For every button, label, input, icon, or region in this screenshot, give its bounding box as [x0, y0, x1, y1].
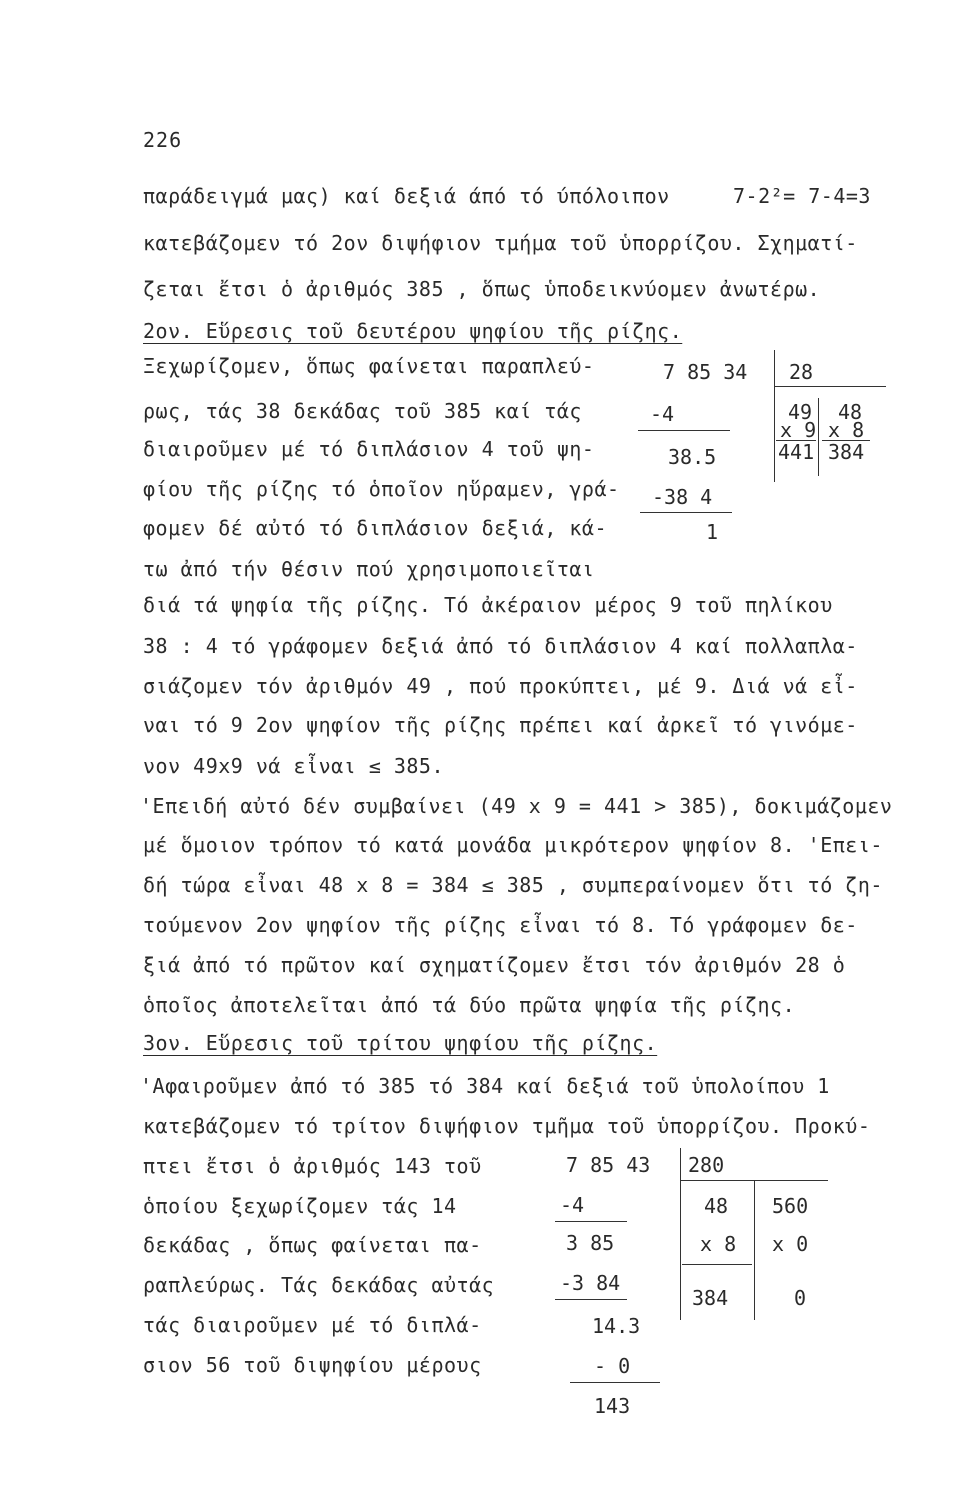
section-heading-second-digit: 2ον. Εὕρεσις τοῦ δευτέρου ψηφίου τῆς ρίζης.	[143, 319, 683, 343]
page-number: 226	[143, 128, 183, 152]
text-line: δή τώρα εἶναι 48 x 8 = 384 ≤ 385 , συμπεραίνομεν ὅτι τό ζη-	[143, 873, 883, 897]
text-line: διαιροῦμεν μέ τό διπλάσιον 4 τοῦ ψη-	[143, 437, 595, 461]
subtract-384: -3 84	[560, 1271, 621, 1295]
text-line: φίου τῆς ρίζης τό ὁποῖον ηὕραμεν, γρά-	[143, 477, 620, 501]
text-line: νον 49x9 νά εἶναι ≤ 385.	[143, 754, 444, 778]
remainder-1: 1	[706, 520, 719, 544]
text-line: ὁποῖος ἀποτελεῖται ἀπό τά δύο πρῶτα ψηφία τῆς ρίζης.	[143, 993, 796, 1017]
text-line: ὁποίου ξεχωρίζομεν τάς 14	[143, 1194, 457, 1218]
text-line: φομεν δέ αὐτό τό διπλάσιον δεξιά, κά-	[143, 516, 608, 540]
text-line: 38 : 4 τό γράφομεν δεξιά ἀπό τό διπλάσιον 4 καί πολλαπλα-	[143, 634, 858, 658]
remainder-final: 143	[594, 1394, 631, 1418]
text-line: τω ἀπό τήν θέσιν πού χρησιμοποιεῖται	[143, 557, 595, 581]
subtract-4: -4	[650, 402, 675, 426]
vertical-rule	[754, 1180, 755, 1320]
remainder-385: 38.5	[668, 445, 717, 469]
text-line: κατεβάζομεν τό τρίτον διψήφιον τμῆμα τοῦ ὑπορρίζου. Προκύ-	[143, 1114, 871, 1138]
rule	[638, 430, 730, 431]
times-8: x 8	[700, 1232, 737, 1256]
text-line: δεκάδας , ὅπως φαίνεται πα-	[143, 1233, 482, 1257]
product-384: 384	[692, 1286, 729, 1310]
rule	[555, 1221, 627, 1222]
text-line: μέ ὅμοιον τρόπον τό κατά μονάδα μικρότερον ψηφίον 8. 'Επει-	[143, 833, 883, 857]
trial-49: 49	[788, 400, 813, 424]
rule	[640, 512, 732, 513]
trial-560: 560	[772, 1194, 809, 1218]
text-line: παράδειγμά μας) καί δεξιά άπό τό ύπόλοιπον	[143, 184, 670, 208]
rule	[774, 386, 886, 387]
radicand: 7 85 43	[566, 1153, 651, 1177]
root-value: 280	[688, 1153, 725, 1177]
text-line: σιάζομεν τόν ἀριθμόν 49 , πού προκύπτει, μέ 9. Διά νά εἶ-	[143, 674, 858, 698]
trial-48: 48	[838, 400, 863, 424]
rule	[570, 1382, 660, 1383]
trial-48: 48	[704, 1194, 729, 1218]
text-line: ναι τό 9 2ον ψηφίον τῆς ρίζης πρέπει καί ἀρκεῖ τό γινόμε-	[143, 713, 858, 737]
vertical-rule	[680, 1148, 681, 1320]
text-line: Ξεχωρίζομεν, ὅπως φαίνεται παραπλεύ-	[143, 354, 595, 378]
radicand: 7 85 34	[663, 360, 748, 384]
product-441: 441	[778, 440, 815, 464]
text-line: 'Αφαιροῦμεν ἀπό τό 385 τό 384 καί δεξιά τοῦ ὑπολοίπου 1	[140, 1074, 830, 1098]
rule	[682, 1264, 752, 1265]
remainder-143: 14.3	[592, 1314, 641, 1338]
text-line: τούμενον 2ον ψηφίον τῆς ρίζης εἶναι τό 8. Τό γράφομεν δε-	[143, 913, 858, 937]
times-9: x 9	[780, 418, 817, 442]
subtract-384: -38 4	[652, 485, 713, 509]
text-line: τάς διαιροῦμεν μέ τό διπλά-	[143, 1313, 482, 1337]
subtract-4: -4	[560, 1193, 585, 1217]
root-value: 28	[789, 360, 814, 384]
product-384: 384	[828, 440, 865, 464]
text-line: διά τά ψηφία τῆς ρίζης. Τό ἀκέραιον μέρος 9 τοῦ πηλίκου	[143, 593, 833, 617]
text-line: πτει ἔτσι ὁ ἀριθμός 143 τοῦ	[143, 1154, 482, 1178]
text-line: ξιά ἀπό τό πρῶτον καί σχηματίζομεν ἔτσι τόν ἀριθμόν 28 ὁ	[143, 953, 846, 977]
text-line: 'Επειδή αὐτό δέν συμβαίνει (49 x 9 = 441 > 385), δοκιμάζομεν	[140, 794, 893, 818]
rule	[555, 1299, 627, 1300]
text-line: ρως, τάς 38 δεκάδας τοῦ 385 καί τάς	[143, 399, 582, 423]
inline-formula: 7-2²= 7-4=3	[733, 184, 871, 208]
text-line: κατεβάζομεν τό 2ον διψήφιον τμήμα τοῦ ὑπορρίζου. Σχηματί-	[143, 231, 858, 255]
vertical-rule	[774, 350, 775, 482]
product-0: 0	[794, 1286, 807, 1310]
times-0: x 0	[772, 1232, 809, 1256]
text-line: σιον 56 τοῦ διψηφίου μέρους	[143, 1353, 482, 1377]
text-line: ραπλεύρως. Τάς δεκάδας αὐτάς	[143, 1273, 495, 1297]
section-heading-third-digit: 3ον. Εὕρεσις τοῦ τρίτου ψηφίου τῆς ρίζης.	[143, 1031, 658, 1055]
vertical-rule	[818, 398, 819, 476]
subtract-0: - 0	[594, 1354, 631, 1378]
times-8: x 8	[828, 418, 865, 442]
remainder-385: 3 85	[566, 1231, 615, 1255]
text-line: ζεται ἔτσι ὁ ἀριθμός 385 , ὅπως ὑποδεικνύομεν ἀνωτέρω.	[143, 277, 821, 301]
